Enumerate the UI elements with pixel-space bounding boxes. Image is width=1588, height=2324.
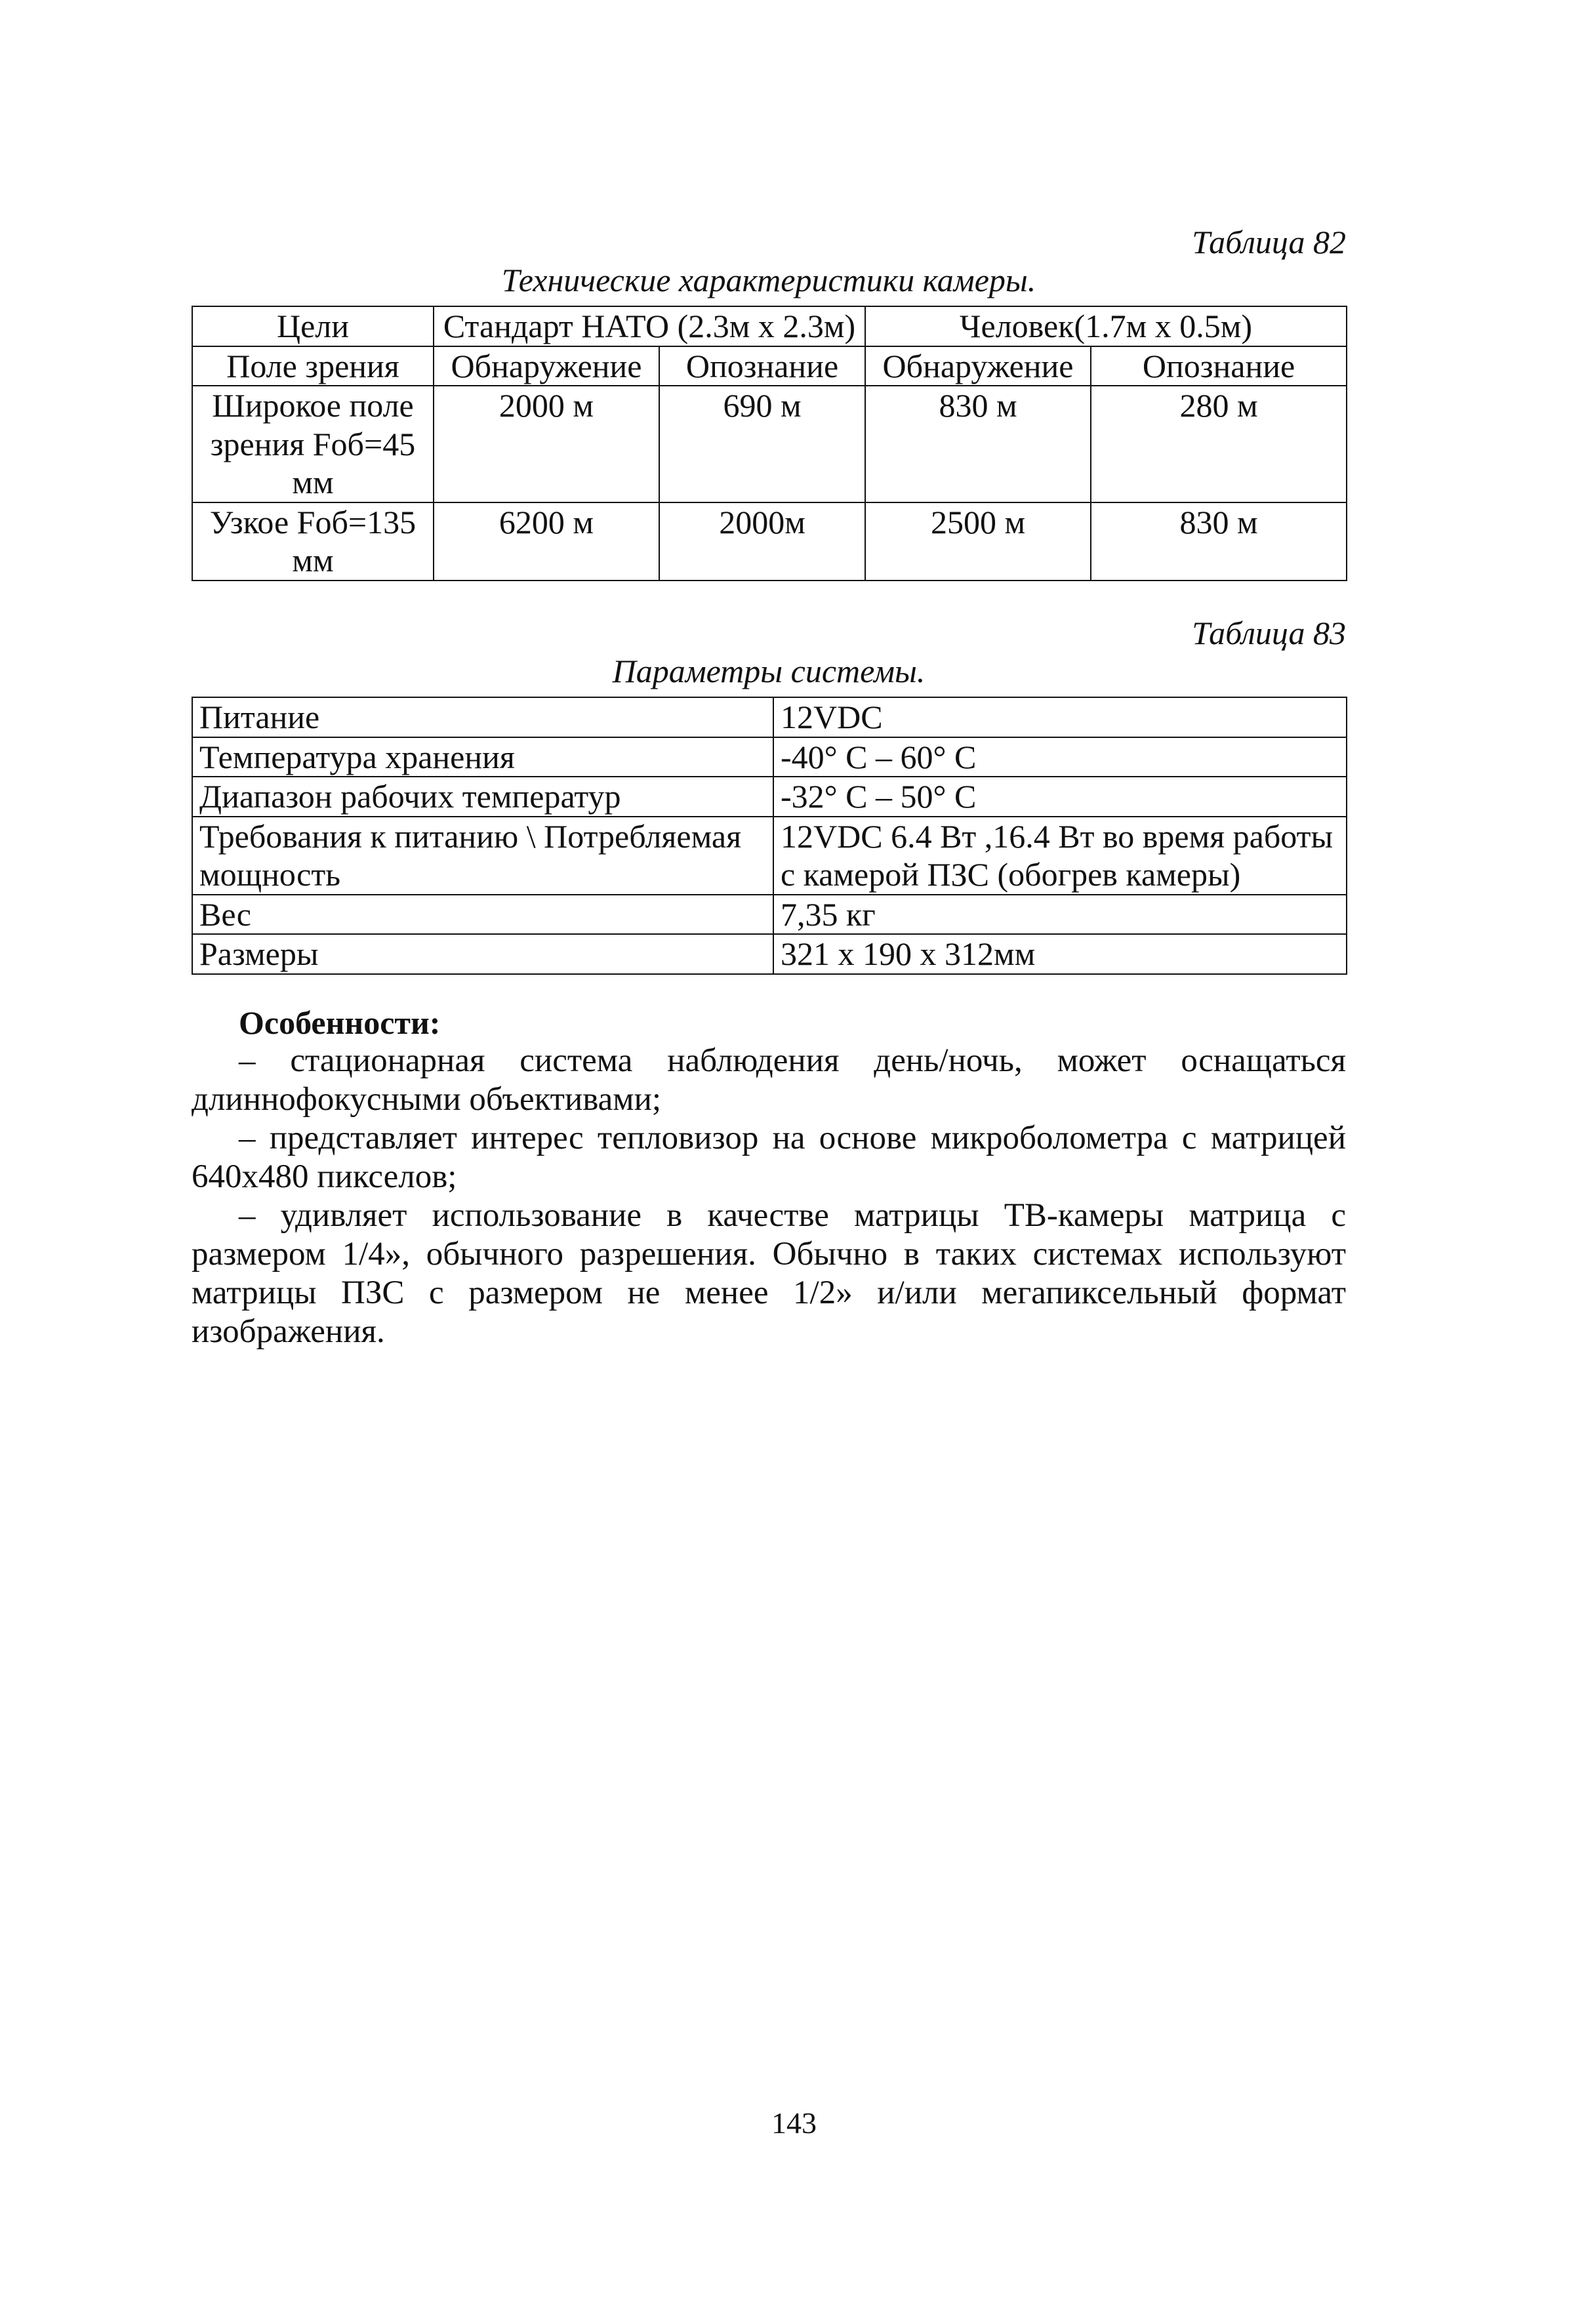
camera-specs-table	[192, 306, 1347, 581]
table-cell: Широкое поле зрения Fоб=45 мм	[192, 386, 434, 502]
table-82-label: Таблица 82	[1192, 224, 1346, 260]
table-cell: 12VDC 6.4 Вт ,16.4 Вт во время работы с камерой ПЗС (обогрев камеры)	[773, 817, 1347, 895]
table-header-row	[192, 346, 1347, 386]
table-83-label: Таблица 83	[1192, 615, 1346, 651]
table-cell: Диапазон рабочих температур	[192, 777, 773, 817]
table-header-cell: Обнаружение	[865, 346, 1091, 386]
features-list	[192, 1042, 1346, 1351]
table-row	[192, 777, 1347, 817]
feature-item: – представляет интерес тепловизор на основе микроболометра с матрицей 640x480 пикселов;	[192, 1120, 1346, 1196]
table-row	[192, 737, 1347, 777]
feature-item: – удивляет использование в качестве матрицы ТВ-камеры матрица с размером 1/4», обычного разрешения. Обычно в таких системах используют матрицы ПЗС с размером не менее 1/2» и/или мегапиксельный формат изображения.	[192, 1197, 1346, 1351]
table-cell: 12VDC	[773, 697, 1347, 737]
feature-item: – стационарная система наблюдения день/ночь, может оснащаться длиннофокусными объективами;	[192, 1042, 1346, 1118]
table-cell: 6200 м	[434, 502, 659, 581]
table-header-cell: Опознание	[659, 346, 865, 386]
table-header-cell: Человек(1.7м x 0.5м)	[865, 306, 1347, 346]
table-header-cell: Поле зрения	[192, 346, 434, 386]
table-cell: 830 м	[1091, 502, 1347, 581]
table-cell: 2500 м	[865, 502, 1091, 581]
table-row	[192, 895, 1347, 935]
table-cell: 280 м	[1091, 386, 1347, 502]
table-cell: 830 м	[865, 386, 1091, 502]
table-cell: 7,35 кг	[773, 895, 1347, 935]
table-cell: Узкое Fоб=135 мм	[192, 502, 434, 581]
page-number: 143	[771, 2106, 817, 2140]
table-cell: Температура хранения	[192, 737, 773, 777]
table-cell: 2000м	[659, 502, 865, 581]
system-params-table	[192, 697, 1347, 975]
table-cell: -32° C – 50° C	[773, 777, 1347, 817]
table-cell: Требования к питанию \ Потребляемая мощность	[192, 817, 773, 895]
table-row	[192, 502, 1347, 581]
table-83-title: Параметры системы.	[612, 653, 926, 689]
table-header-row	[192, 306, 1347, 346]
table-row	[192, 386, 1347, 502]
table-cell: 2000 м	[434, 386, 659, 502]
table-82-title: Технические характеристики камеры.	[501, 262, 1036, 298]
table-cell: Питание	[192, 697, 773, 737]
table-header-cell: Цели	[192, 306, 434, 346]
table-cell: Размеры	[192, 934, 773, 974]
table-header-cell: Опознание	[1091, 346, 1347, 386]
table-cell: -40° C – 60° C	[773, 737, 1347, 777]
table-cell: 690 м	[659, 386, 865, 502]
table-cell: Вес	[192, 895, 773, 935]
table-header-cell: Обнаружение	[434, 346, 659, 386]
table-header-cell: Стандарт НАТО (2.3м x 2.3м)	[434, 306, 865, 346]
table-row	[192, 697, 1347, 737]
table-cell: 321 х 190 х 312мм	[773, 934, 1347, 974]
table-row	[192, 817, 1347, 895]
table-row	[192, 934, 1347, 974]
features-heading: Особенности:	[239, 1004, 441, 1041]
